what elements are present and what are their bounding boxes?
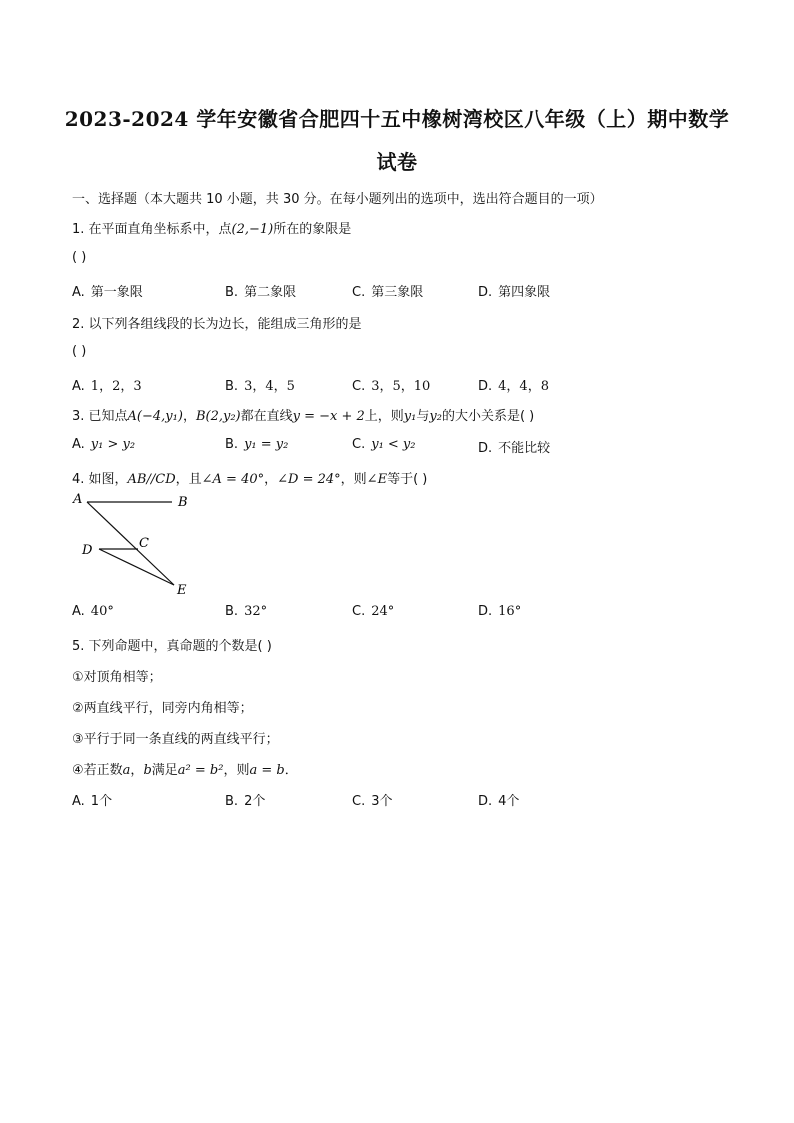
- q5-s4-text: 满足: [151, 763, 178, 778]
- question-5-stem: 5. 下列命题中，真命题的个数是( ): [72, 639, 272, 654]
- q4-text: ，则: [340, 472, 367, 487]
- q3-y1: y₁: [403, 409, 417, 424]
- q4-option-c: [352, 604, 394, 619]
- q4-text: 4. 如图，: [72, 472, 128, 487]
- page-title: 2023-2024 学年安徽省合肥四十五中橡树湾校区八年级（上）期中数学: [64, 107, 730, 131]
- option-text: 1个: [90, 794, 113, 809]
- q3-text-end: 的大小关系是( ): [441, 409, 535, 424]
- option-letter: C.: [352, 437, 366, 452]
- q3-text: 与: [416, 409, 430, 424]
- q3-point-b: B(2,y₂): [195, 409, 241, 424]
- q4-text: ，: [264, 472, 278, 487]
- q5-option-b: [225, 790, 265, 809]
- q3-text: ，: [182, 409, 196, 424]
- q5-statement-1: ①对顶角相等；: [72, 670, 162, 685]
- question-2-stem: 2. 以下列各组线段的长为边长，能组成三角形的是: [72, 317, 362, 332]
- option-text: 32°: [244, 604, 268, 619]
- q5-statement-3: ③平行于同一条直线的两直线平行；: [72, 732, 279, 747]
- q5-option-a: [72, 790, 112, 809]
- q3-text: 都在直线: [240, 409, 293, 424]
- q1-option-a: [72, 281, 143, 300]
- q3-line-equation: y = −x + 2: [292, 409, 365, 424]
- q5-option-c: [352, 790, 393, 809]
- question-1-paren: ( ): [72, 250, 87, 265]
- option-text: 4，4，8: [498, 379, 549, 394]
- option-text: y₁ > y₂: [90, 437, 136, 452]
- option-text: 24°: [371, 604, 395, 619]
- label-a: A: [73, 492, 83, 507]
- q2-option-b: [225, 375, 295, 394]
- question-1-stem: [72, 218, 351, 237]
- question-4-stem: [72, 468, 427, 487]
- option-letter: A.: [72, 794, 85, 809]
- option-text: 第一象限: [90, 285, 143, 300]
- label-b: B: [178, 495, 188, 510]
- option-text: 3个: [371, 794, 393, 809]
- q3-point-a: A(−4,y₁): [127, 409, 183, 424]
- q4-option-a: [72, 604, 114, 619]
- q4-text: ，且: [175, 472, 202, 487]
- q2-option-c: [352, 375, 430, 394]
- option-letter: C.: [352, 604, 366, 619]
- label-d: D: [82, 543, 93, 558]
- option-letter: B.: [225, 379, 239, 394]
- q5-s4-text: ，则: [223, 763, 250, 778]
- option-letter: B.: [225, 794, 239, 809]
- q3-option-b: [225, 437, 288, 452]
- q3-text: 上，则: [364, 409, 404, 424]
- option-text: 4个: [498, 794, 520, 809]
- q5-s4-text: ，: [130, 763, 144, 778]
- question-2-paren: ( ): [72, 344, 87, 359]
- q4-angle-d: ∠D = 24°: [277, 472, 341, 487]
- q5-option-d: [478, 790, 519, 809]
- q3-option-a: [72, 437, 135, 452]
- option-text: 不能比较: [498, 441, 551, 456]
- option-text: y₁ < y₂: [371, 437, 416, 452]
- option-text: y₁ = y₂: [244, 437, 289, 452]
- option-text: 第二象限: [244, 285, 297, 300]
- option-letter: D.: [478, 441, 493, 456]
- option-text: 第三象限: [371, 285, 424, 300]
- segment-de: [99, 549, 174, 585]
- geometry-figure: [70, 490, 200, 595]
- q1-text: 1. 在平面直角坐标系中，点: [72, 222, 232, 237]
- q4-angle-a: ∠A = 40°: [201, 472, 265, 487]
- option-letter: B.: [225, 285, 239, 300]
- option-letter: D.: [478, 604, 493, 619]
- option-letter: D.: [478, 285, 493, 300]
- option-text: 1，2，3: [90, 379, 142, 394]
- label-c: C: [139, 536, 149, 551]
- q5-s4-var-b: b: [143, 763, 152, 778]
- q5-s4-text-end: ．: [284, 763, 298, 778]
- option-text: 第四象限: [498, 285, 551, 300]
- option-letter: B.: [225, 604, 239, 619]
- q1-point: (2,−1): [231, 222, 274, 237]
- q5-statement-4: [72, 759, 298, 778]
- option-letter: C.: [352, 285, 366, 300]
- page-title-continued: 试卷: [376, 150, 418, 174]
- option-letter: C.: [352, 794, 366, 809]
- q3-option-c: [352, 437, 416, 452]
- q5-s4-text: ④若正数: [72, 763, 123, 778]
- option-letter: D.: [478, 379, 493, 394]
- option-letter: A.: [72, 379, 85, 394]
- q5-s4-var-a: a: [122, 763, 131, 778]
- section-heading: 一、选择题（本大题共 10 小题，共 30 分。在每小题列出的选项中，选出符合题目的一项）: [72, 192, 603, 207]
- segment-ae: [87, 502, 174, 585]
- q1-option-b: [225, 281, 296, 300]
- option-letter: A.: [72, 285, 85, 300]
- q2-option-a: [72, 375, 142, 394]
- question-3-stem: [72, 405, 534, 424]
- q3-option-d: [478, 437, 550, 456]
- option-letter: B.: [225, 437, 239, 452]
- q5-statement-2: ②两直线平行，同旁内角相等；: [72, 701, 253, 716]
- option-text: 3，5，10: [371, 379, 431, 394]
- option-letter: A.: [72, 604, 85, 619]
- q4-angle-e: ∠E: [366, 472, 388, 487]
- option-text: 3，4，5: [244, 379, 295, 394]
- q1-text-end: 所在的象限是: [273, 222, 352, 237]
- option-letter: D.: [478, 794, 493, 809]
- q4-option-b: [225, 604, 267, 619]
- q5-s4-conclusion: a = b: [249, 763, 285, 778]
- q1-option-d: [478, 281, 550, 300]
- q2-option-d: [478, 375, 549, 394]
- option-letter: C.: [352, 379, 366, 394]
- q3-text: 3. 已知点: [72, 409, 128, 424]
- option-text: 2个: [244, 794, 266, 809]
- label-e: E: [177, 583, 187, 595]
- option-letter: A.: [72, 437, 85, 452]
- q3-y2: y₂: [429, 409, 442, 424]
- option-text: 16°: [498, 604, 522, 619]
- q1-option-c: [352, 281, 423, 300]
- q5-s4-condition: a² = b²: [177, 763, 224, 778]
- q4-text-end: 等于( ): [387, 472, 428, 487]
- option-text: 40°: [90, 604, 114, 619]
- q4-parallel: AB//CD: [127, 472, 176, 487]
- q4-option-d: [478, 604, 521, 619]
